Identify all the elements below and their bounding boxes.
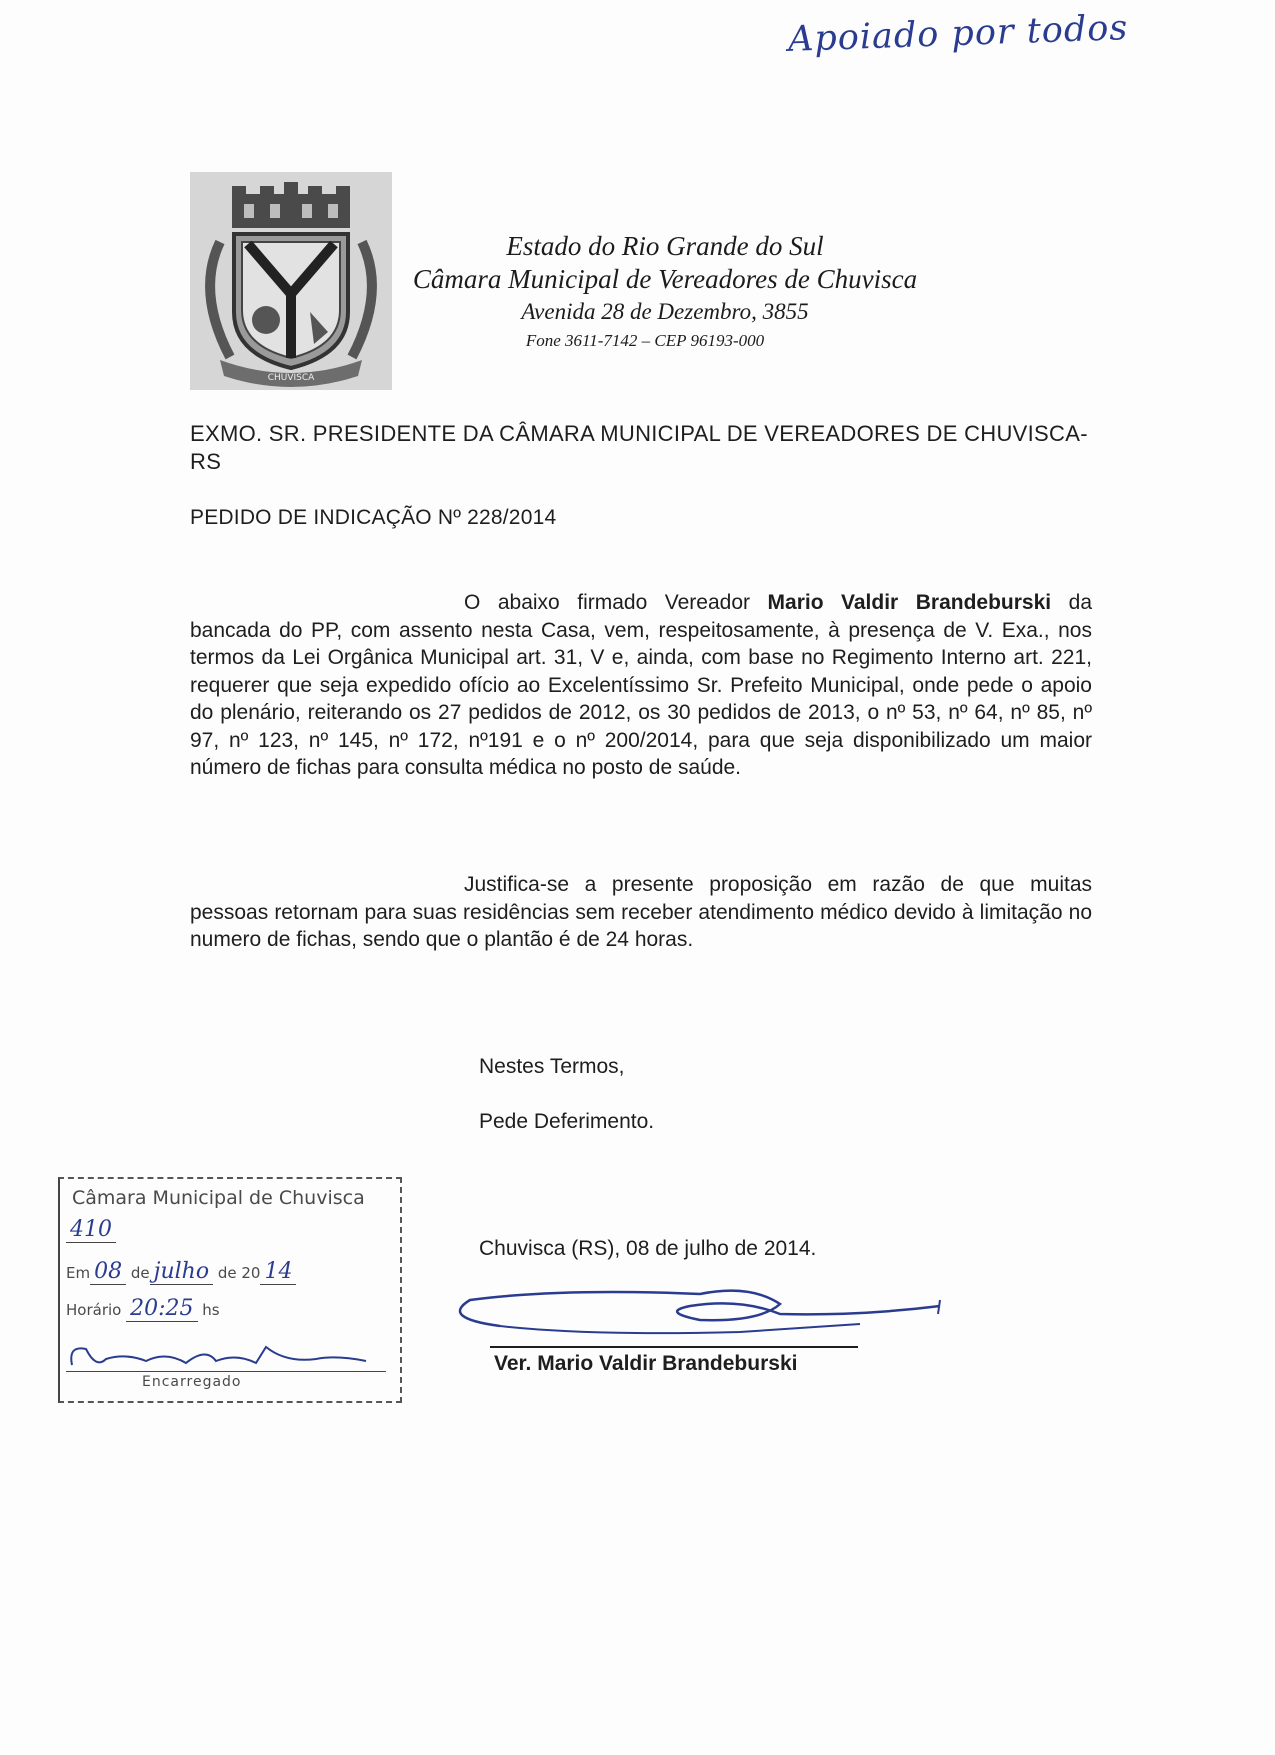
paragraph-1-lead: O abaixo firmado Vereador: [464, 591, 768, 614]
stamp-date: [66, 1259, 296, 1285]
handwritten-annotation: Apoiado por todos: [787, 8, 1129, 60]
stamp-day: 08: [90, 1259, 126, 1285]
letterhead: [380, 230, 950, 354]
body-paragraph-1: [190, 589, 1092, 782]
stamp-protocol-number: 410: [66, 1217, 116, 1243]
letterhead-contact: Fone 3611-7142 – CEP 96193-000: [525, 331, 765, 350]
protocol-stamp: [58, 1177, 402, 1403]
stamp-month: julho: [150, 1259, 213, 1285]
addressee: EXMO. SR. PRESIDENTE DA CÂMARA MUNICIPAL DE VEREADORES DE CHUVISCA-RS: [190, 421, 1088, 474]
closing-request: Pede Deferimento.: [479, 1110, 655, 1133]
body-paragraph-2: [190, 871, 1092, 954]
signature-line: [490, 1346, 858, 1348]
paragraph-2-text: Justifica-se a presente proposição em razão de que muitas pessoas retornam para suas residências sem receber atendimento médico devido à limitação no numero de fichas, sendo que o plantão é de 24 horas.: [190, 873, 1092, 951]
stamp-year-label: de 20: [217, 1264, 261, 1282]
stamp-hs-label: hs: [202, 1301, 220, 1319]
crest-ribbon-text: CHUVISCA: [267, 373, 315, 383]
stamp-horario-value: 20:25: [126, 1296, 197, 1322]
place-date: Chuvisca (RS), 08 de julho de 2014.: [479, 1237, 817, 1260]
crest-icon: [190, 172, 392, 390]
stamp-title: Câmara Municipal de Chuvisca: [72, 1187, 365, 1209]
stamp-horario-label: Horário: [66, 1301, 122, 1319]
stamp-time: [66, 1296, 220, 1322]
stamp-signature-scribble: [66, 1339, 376, 1373]
municipal-crest: [190, 172, 392, 390]
paragraph-1-rest: da bancada do PP, com assento nesta Casa, vem, respeitosamente, à presença de V. Exa., nos termos da Lei Orgânica Municipal art. 31, V e, ainda, com base no Regimento Interno art. 221, requerer que seja expedido ofício ao Excelentíssimo Sr. Prefeito Municipal, onde pede o apoio do plenário, reiterando os 27 pedidos de 2012, os 30 pedidos de 2013, o nº 53, nº 64, nº 85, nº 97, nº 123, nº 145, nº 172, nº191 e o nº 200/2014, para que seja disponibilizado um maior número de fichas para consulta médica no posto de saúde.: [190, 591, 1092, 779]
closing-terms: Nestes Termos,: [479, 1055, 625, 1078]
signatory-name: Ver. Mario Valdir Brandeburski: [494, 1352, 798, 1375]
stamp-em-label: Em: [66, 1264, 91, 1282]
stamp-encarregado: Encarregado: [142, 1374, 242, 1390]
stamp-protocol: [66, 1217, 116, 1243]
councilor-name: Mario Valdir Brandeburski: [767, 591, 1052, 614]
letterhead-state: Estado do Rio Grande do Sul: [506, 231, 824, 261]
letterhead-address: Avenida 28 de Dezembro, 3855: [521, 299, 809, 324]
stamp-year: 14: [260, 1259, 296, 1285]
stamp-de-label: de: [130, 1264, 150, 1282]
letterhead-chamber: Câmara Municipal de Vereadores de Chuvisca: [412, 264, 918, 294]
document-number: PEDIDO DE INDICAÇÃO Nº 228/2014: [190, 506, 557, 529]
